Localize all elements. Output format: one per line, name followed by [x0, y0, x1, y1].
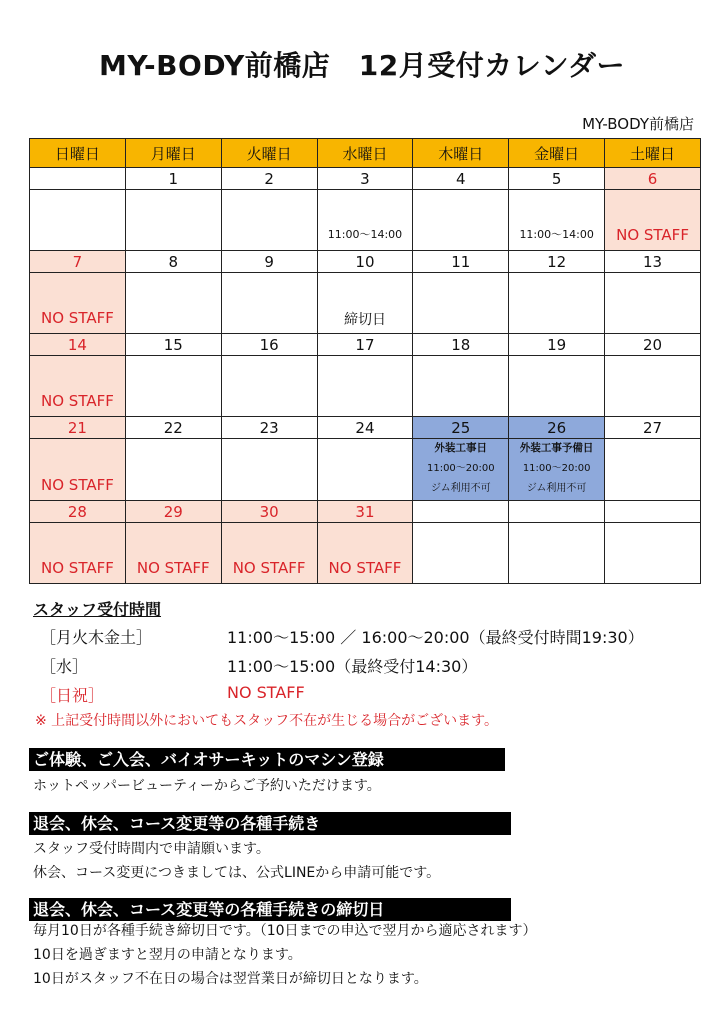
- day-cell: [317, 439, 413, 501]
- day-number: 28: [30, 501, 126, 523]
- day-number: 8: [125, 251, 221, 273]
- day-cell: [221, 273, 317, 334]
- day-number: 9: [221, 251, 317, 273]
- staff-absence-note: ※ 上記受付時間以外においてもスタッフ不在が生じる場合がございます。: [35, 713, 499, 729]
- day-cell: [605, 273, 701, 334]
- empty-cell: [413, 523, 509, 584]
- day-number: 1: [125, 168, 221, 190]
- short-hours: 11:00～14:00: [327, 228, 403, 241]
- holiday-hours-label: ［日祝］: [40, 686, 105, 705]
- day-number: 10: [317, 251, 413, 273]
- day-cell: [509, 190, 605, 251]
- day-cell: [30, 273, 126, 334]
- no-staff-label: NO STAFF: [232, 559, 306, 577]
- day-cell: [317, 273, 413, 334]
- day-number: 22: [125, 417, 221, 439]
- exterior-reserve-title: 外装工事予備日: [519, 442, 594, 454]
- day-number: 19: [509, 334, 605, 356]
- work-hours: 11:00～20:00: [426, 463, 495, 474]
- day-cell: [605, 439, 701, 501]
- weekday-thursday: 木曜日: [413, 139, 509, 168]
- day-number: 15: [125, 334, 221, 356]
- empty-cell: [30, 168, 126, 190]
- no-staff-label: NO STAFF: [41, 476, 114, 494]
- weekday-hours-value: 11:00～15:00 ／ 16:00～20:00（最終受付時間19:30）: [227, 628, 644, 647]
- day-number: 20: [605, 334, 701, 356]
- weekday-header-row: [30, 139, 701, 168]
- procedures-line1: スタッフ受付時間内で申請願います。: [33, 841, 270, 857]
- procedures-section-heading: 退会、休会、コース変更等の各種手続き: [29, 812, 511, 835]
- weekday-hours-label: ［月火木金土］: [40, 628, 153, 647]
- deadline-line3: 10日がスタッフ不在日の場合は翌営業日が締切日となります。: [33, 971, 428, 987]
- day-cell: [605, 190, 701, 251]
- day-cell: [509, 273, 605, 334]
- day-number: 12: [509, 251, 605, 273]
- procedures-line2: 休会、コース変更につきましては、公式LINEから申請可能です。: [33, 865, 441, 881]
- day-number: 11: [413, 251, 509, 273]
- week-4-dates: [30, 417, 701, 439]
- day-cell: [605, 356, 701, 417]
- day-cell: [125, 273, 221, 334]
- deadline-line2: 10日を過ぎますと翌月の申請となります。: [33, 947, 302, 963]
- empty-cell: [509, 523, 605, 584]
- wednesday-hours-value: 11:00～15:00（最終受付14:30）: [227, 657, 478, 676]
- day-cell: [317, 356, 413, 417]
- day-cell: [221, 523, 317, 584]
- weekday-wednesday: 水曜日: [317, 139, 413, 168]
- work-hours: 11:00～20:00: [522, 463, 591, 474]
- no-staff-label: NO STAFF: [328, 559, 402, 577]
- exterior-work-label: [413, 439, 508, 460]
- gym-closed-label: ジム利用不可: [526, 483, 587, 494]
- deadline-section-heading: 退会、休会、コース変更等の各種手続きの締切日: [29, 898, 511, 921]
- day-cell: [221, 190, 317, 251]
- no-staff-label: NO STAFF: [41, 559, 114, 577]
- day-number: 6: [605, 168, 701, 190]
- day-number: 14: [30, 334, 126, 356]
- week-3-dates: [30, 334, 701, 356]
- day-number: 31: [317, 501, 413, 523]
- day-cell: [30, 439, 126, 501]
- weekday-saturday: 土曜日: [605, 139, 701, 168]
- day-number: 23: [221, 417, 317, 439]
- day-number: 30: [221, 501, 317, 523]
- day-number: 16: [221, 334, 317, 356]
- exterior-work-cell: [413, 439, 509, 501]
- day-number: 24: [317, 417, 413, 439]
- exterior-reserve-label: [509, 439, 604, 460]
- wednesday-hours-label: ［水］: [40, 657, 89, 676]
- no-staff-label: NO STAFF: [136, 559, 210, 577]
- day-cell: [413, 273, 509, 334]
- day-number: 2: [221, 168, 317, 190]
- no-staff-label: NO STAFF: [41, 392, 114, 410]
- holiday-hours-value: NO STAFF: [227, 683, 305, 702]
- week-1-details: [30, 190, 701, 251]
- week-3-details: [30, 356, 701, 417]
- exterior-reserve-cell: [509, 439, 605, 501]
- week-5-dates: [30, 501, 701, 523]
- page-title: MY-BODY前橋店 12月受付カレンダー: [99, 49, 625, 82]
- day-cell: [413, 356, 509, 417]
- staff-hours-heading: スタッフ受付時間: [33, 600, 162, 619]
- empty-cell: [30, 190, 126, 251]
- day-cell: [317, 523, 413, 584]
- day-number: 21: [30, 417, 126, 439]
- empty-cell: [413, 501, 509, 523]
- calendar-table: [29, 138, 701, 584]
- deadline-line1: 毎月10日が各種手続き締切日です。（10日までの申込で翌月から適応されます）: [33, 923, 537, 939]
- trial-section-heading: ご体験、ご入会、バイオサーキットのマシン登録: [29, 748, 505, 771]
- day-number: 7: [30, 251, 126, 273]
- day-number: 29: [125, 501, 221, 523]
- day-cell: [125, 523, 221, 584]
- weekday-sunday: 日曜日: [30, 139, 126, 168]
- week-2-details: [30, 273, 701, 334]
- empty-cell: [605, 501, 701, 523]
- day-number: 17: [317, 334, 413, 356]
- weekday-tuesday: 火曜日: [221, 139, 317, 168]
- week-5-details: [30, 523, 701, 584]
- day-number: 4: [413, 168, 509, 190]
- week-2-dates: [30, 251, 701, 273]
- day-cell: [125, 439, 221, 501]
- day-cell: [30, 523, 126, 584]
- empty-cell: [605, 523, 701, 584]
- day-number: 27: [605, 417, 701, 439]
- day-cell: [509, 356, 605, 417]
- day-number: 3: [317, 168, 413, 190]
- day-number: 13: [605, 251, 701, 273]
- no-staff-label: NO STAFF: [41, 309, 114, 327]
- no-staff-label: NO STAFF: [616, 226, 689, 244]
- day-cell: [221, 356, 317, 417]
- exterior-work-title: 外装工事日: [434, 442, 488, 454]
- week-4-details: [30, 439, 701, 501]
- week-1-dates: [30, 168, 701, 190]
- day-number: 18: [413, 334, 509, 356]
- day-number: 25: [413, 417, 509, 439]
- day-number: 5: [509, 168, 605, 190]
- day-cell: [125, 356, 221, 417]
- store-name: MY-BODY前橋店: [582, 115, 694, 133]
- weekday-friday: 金曜日: [509, 139, 605, 168]
- trial-section-line1: ホットペッパービューティーからご予約いただけます。: [33, 778, 381, 794]
- day-number: 26: [509, 417, 605, 439]
- short-hours: 11:00～14:00: [519, 228, 594, 241]
- day-cell: [125, 190, 221, 251]
- weekday-monday: 月曜日: [125, 139, 221, 168]
- day-cell: [413, 190, 509, 251]
- gym-closed-label: ジム利用不可: [430, 483, 491, 494]
- empty-cell: [509, 501, 605, 523]
- deadline-label: 締切日: [343, 312, 386, 328]
- day-cell: [317, 190, 413, 251]
- day-cell: [30, 356, 126, 417]
- day-cell: [221, 439, 317, 501]
